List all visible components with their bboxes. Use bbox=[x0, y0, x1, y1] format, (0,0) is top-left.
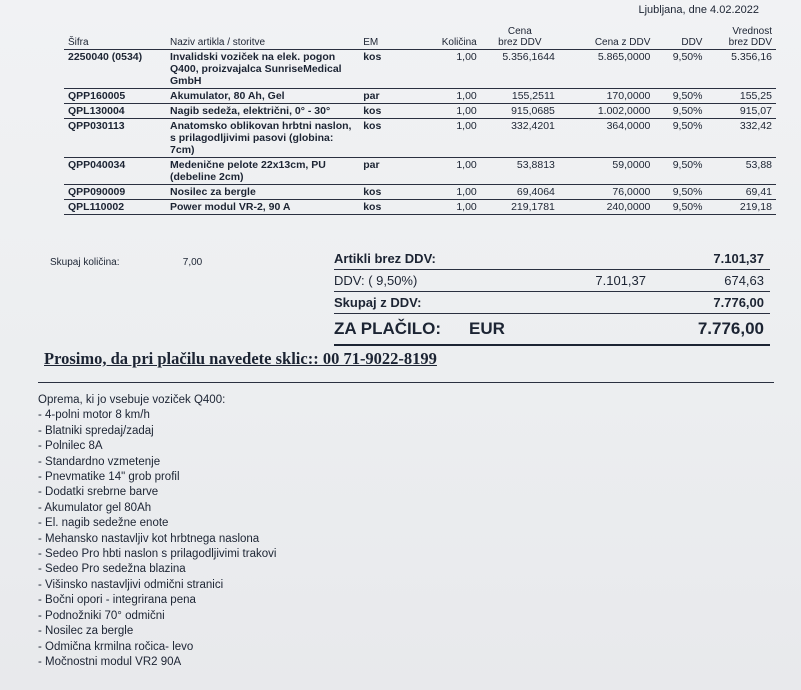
gross-total-label: Skupaj z DDV: bbox=[334, 295, 422, 310]
row-code: QPL130004 bbox=[64, 104, 166, 119]
row-code: QPL110002 bbox=[64, 200, 166, 215]
row-price-gross: 76,0000 bbox=[559, 185, 655, 200]
row-price-gross: 364,0000 bbox=[559, 119, 655, 158]
row-value: 69,41 bbox=[706, 185, 776, 200]
row-code: 2250040 (0534) bbox=[64, 50, 166, 89]
row-price-net: 53,8813 bbox=[481, 158, 559, 185]
row-price-net: 5.356,1644 bbox=[481, 50, 559, 89]
amount-due-label-group bbox=[334, 319, 654, 339]
list-item: - Sedeo Pro sedežna blazina bbox=[38, 563, 186, 576]
list-item: - Sedeo Pro hbti naslon s prilagodljivimi trakovi bbox=[38, 548, 277, 561]
col-code-header: Šifra bbox=[64, 26, 166, 50]
row-price-gross: 240,0000 bbox=[559, 200, 655, 215]
list-item: - Bočni opori - integrirana pena bbox=[38, 594, 196, 607]
quantity-total bbox=[50, 257, 340, 268]
row-vat: 9,50% bbox=[654, 158, 706, 185]
row-vat: 9,50% bbox=[654, 119, 706, 158]
table-row bbox=[64, 119, 776, 158]
row-name: Nosilec za bergle bbox=[166, 185, 359, 200]
row-price-net: 69,4064 bbox=[481, 185, 559, 200]
list-item: - Podnožniki 70° odmični bbox=[38, 609, 165, 622]
amount-due-value: 7.776,00 bbox=[697, 319, 764, 338]
row-value: 332,42 bbox=[706, 119, 776, 158]
row-price-net: 155,2511 bbox=[481, 89, 559, 104]
col-price-net-header bbox=[481, 26, 559, 50]
list-item: - Akumulator gel 80Ah bbox=[38, 501, 152, 514]
row-unit: kos bbox=[359, 50, 424, 89]
row-code: QPP030113 bbox=[64, 119, 166, 158]
gross-total-value: 7.776,00 bbox=[713, 295, 764, 310]
col-price-net-header-line1: Cena bbox=[507, 26, 532, 37]
vat-base: 7.101,37 bbox=[595, 273, 646, 288]
row-name: Power modul VR-2, 90 A bbox=[166, 200, 359, 215]
row-price-gross: 1.002,0000 bbox=[559, 104, 655, 119]
table-row bbox=[64, 50, 776, 89]
row-value: 219,18 bbox=[706, 200, 776, 215]
vat-label: DDV: ( 9,50%) bbox=[334, 273, 418, 288]
row-price-gross: 170,0000 bbox=[559, 89, 655, 104]
quantity-total-value: 7,00 bbox=[182, 257, 203, 268]
row-unit: par bbox=[359, 158, 424, 185]
table-row bbox=[64, 158, 776, 185]
list-item: - Standardno vzmetenje bbox=[38, 455, 161, 468]
amount-due-label: ZA PLAČILO: bbox=[334, 319, 442, 338]
col-value-header bbox=[706, 26, 776, 50]
list-item: - Blatniki spredaj/zadaj bbox=[38, 424, 154, 437]
row-vat: 9,50% bbox=[654, 50, 706, 89]
equipment-title: Oprema, ki jo vsebuje voziček Q400: bbox=[38, 394, 226, 406]
row-price-gross: 5.865,0000 bbox=[559, 50, 655, 89]
vat-row bbox=[334, 270, 770, 292]
col-vat-header: DDV bbox=[654, 26, 706, 50]
net-total-row bbox=[334, 248, 770, 270]
row-price-net: 332,4201 bbox=[481, 119, 559, 158]
totals-block bbox=[334, 248, 770, 346]
equipment-section bbox=[38, 393, 276, 670]
invoice-date: Ljubljana, dne 4.02.2022 bbox=[638, 4, 759, 16]
row-vat: 9,50% bbox=[654, 200, 706, 215]
row-price-net: 219,1781 bbox=[481, 200, 559, 215]
row-value: 5.356,16 bbox=[706, 50, 776, 89]
row-qty: 1,00 bbox=[424, 158, 480, 185]
row-name: Invalidski voziček na elek. pogon Q400, proizvajalca SunriseMedical GmbH bbox=[166, 50, 359, 89]
payment-reference: Prosimo, da pri plačilu navedete sklic:: 00 71-9022-8199 bbox=[44, 349, 437, 368]
row-unit: kos bbox=[359, 119, 424, 158]
list-item: - Močnostni modul VR2 90A bbox=[38, 655, 182, 668]
col-unit-header: EM bbox=[359, 26, 424, 50]
row-code: QPP040034 bbox=[64, 158, 166, 185]
row-qty: 1,00 bbox=[424, 104, 480, 119]
table-row bbox=[64, 200, 776, 215]
row-value: 53,88 bbox=[706, 158, 776, 185]
row-value: 915,07 bbox=[706, 104, 776, 119]
col-qty-header: Količina bbox=[424, 26, 480, 50]
col-price-net-header-line2: brez DDV bbox=[498, 37, 542, 48]
net-total-label: Artikli brez DDV: bbox=[334, 251, 436, 266]
list-item: - Mehansko nastavljiv kot hrbtnega naslona bbox=[38, 532, 260, 545]
row-name: Anatomsko oblikovan hrbtni naslon, s prilagodljivimi pasovi (globina: 7cm) bbox=[166, 119, 359, 158]
vat-value: 674,63 bbox=[724, 273, 764, 288]
list-item: - Polnilec 8A bbox=[38, 440, 103, 453]
row-name: Nagib sedeža, električni, 0° - 30° bbox=[166, 104, 359, 119]
list-item: - Dodatki srebrne barve bbox=[38, 486, 159, 499]
table-row bbox=[64, 185, 776, 200]
list-item: - 4-polni motor 8 km/h bbox=[38, 409, 150, 422]
row-qty: 1,00 bbox=[424, 119, 480, 158]
row-code: QPP090009 bbox=[64, 185, 166, 200]
row-unit: par bbox=[359, 89, 424, 104]
row-price-gross: 59,0000 bbox=[559, 158, 655, 185]
amount-due-row bbox=[334, 314, 770, 346]
table-row bbox=[64, 104, 776, 119]
equipment-list bbox=[38, 408, 276, 670]
row-qty: 1,00 bbox=[424, 185, 480, 200]
row-price-net: 915,0685 bbox=[481, 104, 559, 119]
row-name: Medenične pelote 22x13cm, PU (debeline 2cm) bbox=[166, 158, 359, 185]
col-value-header-line1: Vrednost bbox=[732, 26, 772, 37]
quantity-total-label: Skupaj količina: bbox=[50, 257, 120, 268]
list-item: - Nosilec za bergle bbox=[38, 625, 134, 638]
divider bbox=[38, 382, 774, 383]
row-vat: 9,50% bbox=[654, 185, 706, 200]
row-qty: 1,00 bbox=[424, 89, 480, 104]
gross-total-row bbox=[334, 292, 770, 314]
amount-due-currency: EUR bbox=[469, 319, 505, 338]
list-item: - El. nagib sedežne enote bbox=[38, 517, 169, 530]
row-unit: kos bbox=[359, 104, 424, 119]
row-unit: kos bbox=[359, 185, 424, 200]
list-item: - Višinsko nastavljivi odmični stranici bbox=[38, 578, 224, 591]
col-name-header: Naziv artikla / storitve bbox=[166, 26, 359, 50]
row-vat: 9,50% bbox=[654, 89, 706, 104]
table-header-row bbox=[64, 26, 776, 50]
row-value: 155,25 bbox=[706, 89, 776, 104]
row-code: QPP160005 bbox=[64, 89, 166, 104]
row-qty: 1,00 bbox=[424, 50, 480, 89]
net-total-value: 7.101,37 bbox=[713, 251, 764, 266]
row-qty: 1,00 bbox=[424, 200, 480, 215]
items-table bbox=[64, 26, 776, 215]
list-item: - Odmična krmilna ročica- levo bbox=[38, 640, 194, 653]
table-row bbox=[64, 89, 776, 104]
list-item: - Pnevmatike 14" grob profil bbox=[38, 471, 180, 484]
row-name: Akumulator, 80 Ah, Gel bbox=[166, 89, 359, 104]
col-price-gross-header: Cena z DDV bbox=[559, 26, 655, 50]
row-vat: 9,50% bbox=[654, 104, 706, 119]
col-value-header-line2: brez DDV bbox=[728, 37, 772, 48]
row-unit: kos bbox=[359, 200, 424, 215]
